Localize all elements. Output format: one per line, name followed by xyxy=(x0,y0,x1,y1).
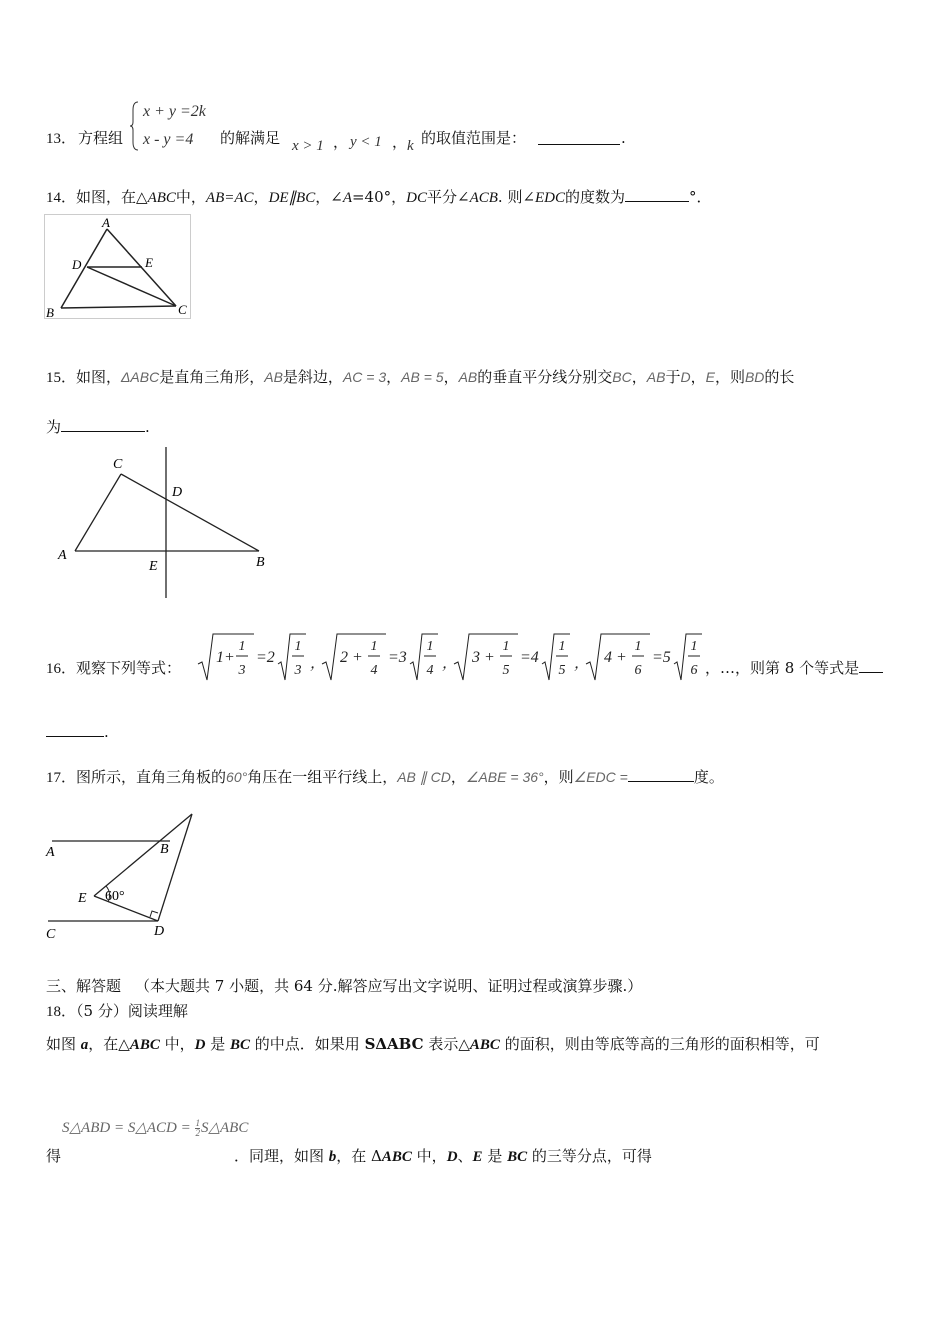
q13-comma-1: ， xyxy=(333,133,349,151)
radicand-integer: 1+ xyxy=(216,649,235,666)
q14-label-B: B xyxy=(46,305,54,320)
q13-comma-2: ， xyxy=(392,133,408,151)
q16-tail: ，…，则第 8 个等式是 xyxy=(705,658,883,678)
radicand-integer: 4 + xyxy=(604,649,627,666)
radical-sign-right xyxy=(278,634,306,680)
q14-answer-blank[interactable] xyxy=(625,187,689,202)
q18-formula: S△ABD = S△ACD = $\frac{1}{2}$ S△ABC xyxy=(62,1118,249,1139)
fraction-denominator-right: 3 xyxy=(294,663,302,678)
fraction-denominator: 5 xyxy=(502,663,510,678)
q16-equation-3 xyxy=(452,630,590,686)
q18-paragraph-2: 得 xyxy=(46,1147,62,1165)
radical-sign-right xyxy=(410,634,438,680)
fraction-denominator-right: 5 xyxy=(558,663,566,678)
q15-answer-blank[interactable] xyxy=(61,417,145,432)
separator-comma: ， xyxy=(442,656,458,672)
q13-cond-x: x > 1 xyxy=(292,138,324,154)
q13-answer-blank[interactable] xyxy=(538,130,620,149)
radical-sign-right xyxy=(674,634,702,680)
q17-label-angle: 60° xyxy=(105,889,125,904)
q16-equation-1 xyxy=(196,630,326,686)
q13-brace xyxy=(130,100,140,152)
fraction-denominator: 4 xyxy=(370,663,378,678)
q13-end: . xyxy=(621,129,626,147)
coefficient: =5 xyxy=(652,649,671,666)
q18-paragraph-2-cont: ．同理，如图 b，在 ΔABC 中，D、E 是 BC 的三等分点，可得 xyxy=(234,1147,652,1165)
q17-label-A: A xyxy=(46,845,55,860)
radical-sign-right xyxy=(542,634,570,680)
q13-equation-1: x + y =2k xyxy=(143,103,206,120)
q17-figure xyxy=(42,810,202,942)
fraction-numerator: 1 xyxy=(634,639,642,654)
q14-label-C: C xyxy=(178,302,187,317)
q16-line-2: . xyxy=(46,722,109,742)
fraction-numerator: 1 xyxy=(502,639,510,654)
q13-equation-2: x - y =4 xyxy=(143,131,194,148)
q13-k: k xyxy=(407,138,414,154)
coefficient: =2 xyxy=(256,649,275,666)
q16-lead: 16．观察下列等式： xyxy=(46,659,182,677)
q15-label-E: E xyxy=(149,559,158,574)
q14-figure xyxy=(44,214,192,320)
q17-answer-blank[interactable] xyxy=(628,767,694,782)
q14-label-D: D xyxy=(72,257,82,272)
q15-label-D: D xyxy=(172,485,183,500)
fraction-denominator: 6 xyxy=(634,663,642,678)
fraction-numerator-right: 1 xyxy=(294,639,302,654)
q17-text: 17．图所示，直角三角板的60°角压在一组平行线上，AB ∥ CD，∠ABE = 36°，则∠EDC = 度。 xyxy=(46,768,724,786)
q13-cond-y: y < 1 xyxy=(350,134,382,150)
fraction-denominator-right: 6 xyxy=(690,663,698,678)
q17-label-E: E xyxy=(78,891,87,906)
q13-mid: 的解满足 xyxy=(220,129,281,147)
q15-line-2: 为 . xyxy=(46,418,150,436)
q15-label-B: B xyxy=(256,555,265,570)
q14-label-E: E xyxy=(145,255,153,270)
q13-tail: 的取值范围是： xyxy=(421,129,527,147)
q13-lead: 方程组 xyxy=(78,129,124,147)
fraction-numerator: 1 xyxy=(238,639,246,654)
q14-text: 14．如图，在△ABC中，AB=AC，DE∥BC，∠A=40°，DC平分∠ACB. 则∠EDC的度数为 °． xyxy=(46,188,712,206)
fraction-denominator: 3 xyxy=(238,663,246,678)
coefficient: =4 xyxy=(520,649,539,666)
q15-line-1: 15．如图，ΔABC是直角三角形，AB是斜边，AC = 3，AB = 5，AB的垂直平分线分别交BC，AB于D，E，则BD的长 xyxy=(46,368,795,386)
q16-answer-blank[interactable] xyxy=(46,722,104,737)
q18-paragraph-1: 如图 a，在△ABC 中，D 是 BC 的中点．如果用 SΔABC 表示△ABC 的面积，则由等底等高的三角形的面积相等，可 xyxy=(46,1035,820,1053)
section3-heading: 三、解答题 （本大题共 7 小题，共 64 分.解答应写出文字说明、证明过程或演算步骤.） xyxy=(46,977,643,995)
separator-comma: ， xyxy=(574,656,590,672)
q16-equation-2 xyxy=(320,630,458,686)
q17-label-C: C xyxy=(46,927,56,942)
q13-number: 13． xyxy=(46,131,77,147)
q14-label-A: A xyxy=(102,215,110,230)
coefficient: =3 xyxy=(388,649,407,666)
fraction-numerator-right: 1 xyxy=(690,639,698,654)
q15-figure xyxy=(52,446,282,602)
q18-heading: 18．（5 分）阅读理解 xyxy=(46,1002,188,1020)
q16-equation-4 xyxy=(584,630,704,686)
separator-comma: ， xyxy=(310,656,326,672)
q17-label-B: B xyxy=(160,842,169,857)
radicand-integer: 2 + xyxy=(340,649,363,666)
fraction-denominator-right: 4 xyxy=(426,663,434,678)
fraction-numerator: 1 xyxy=(370,639,378,654)
fraction-numerator-right: 1 xyxy=(426,639,434,654)
q17-label-D: D xyxy=(154,924,165,939)
q15-label-A: A xyxy=(58,548,67,563)
q15-label-C: C xyxy=(113,457,123,472)
radicand-integer: 3 + xyxy=(472,649,495,666)
fraction-numerator-right: 1 xyxy=(558,639,566,654)
